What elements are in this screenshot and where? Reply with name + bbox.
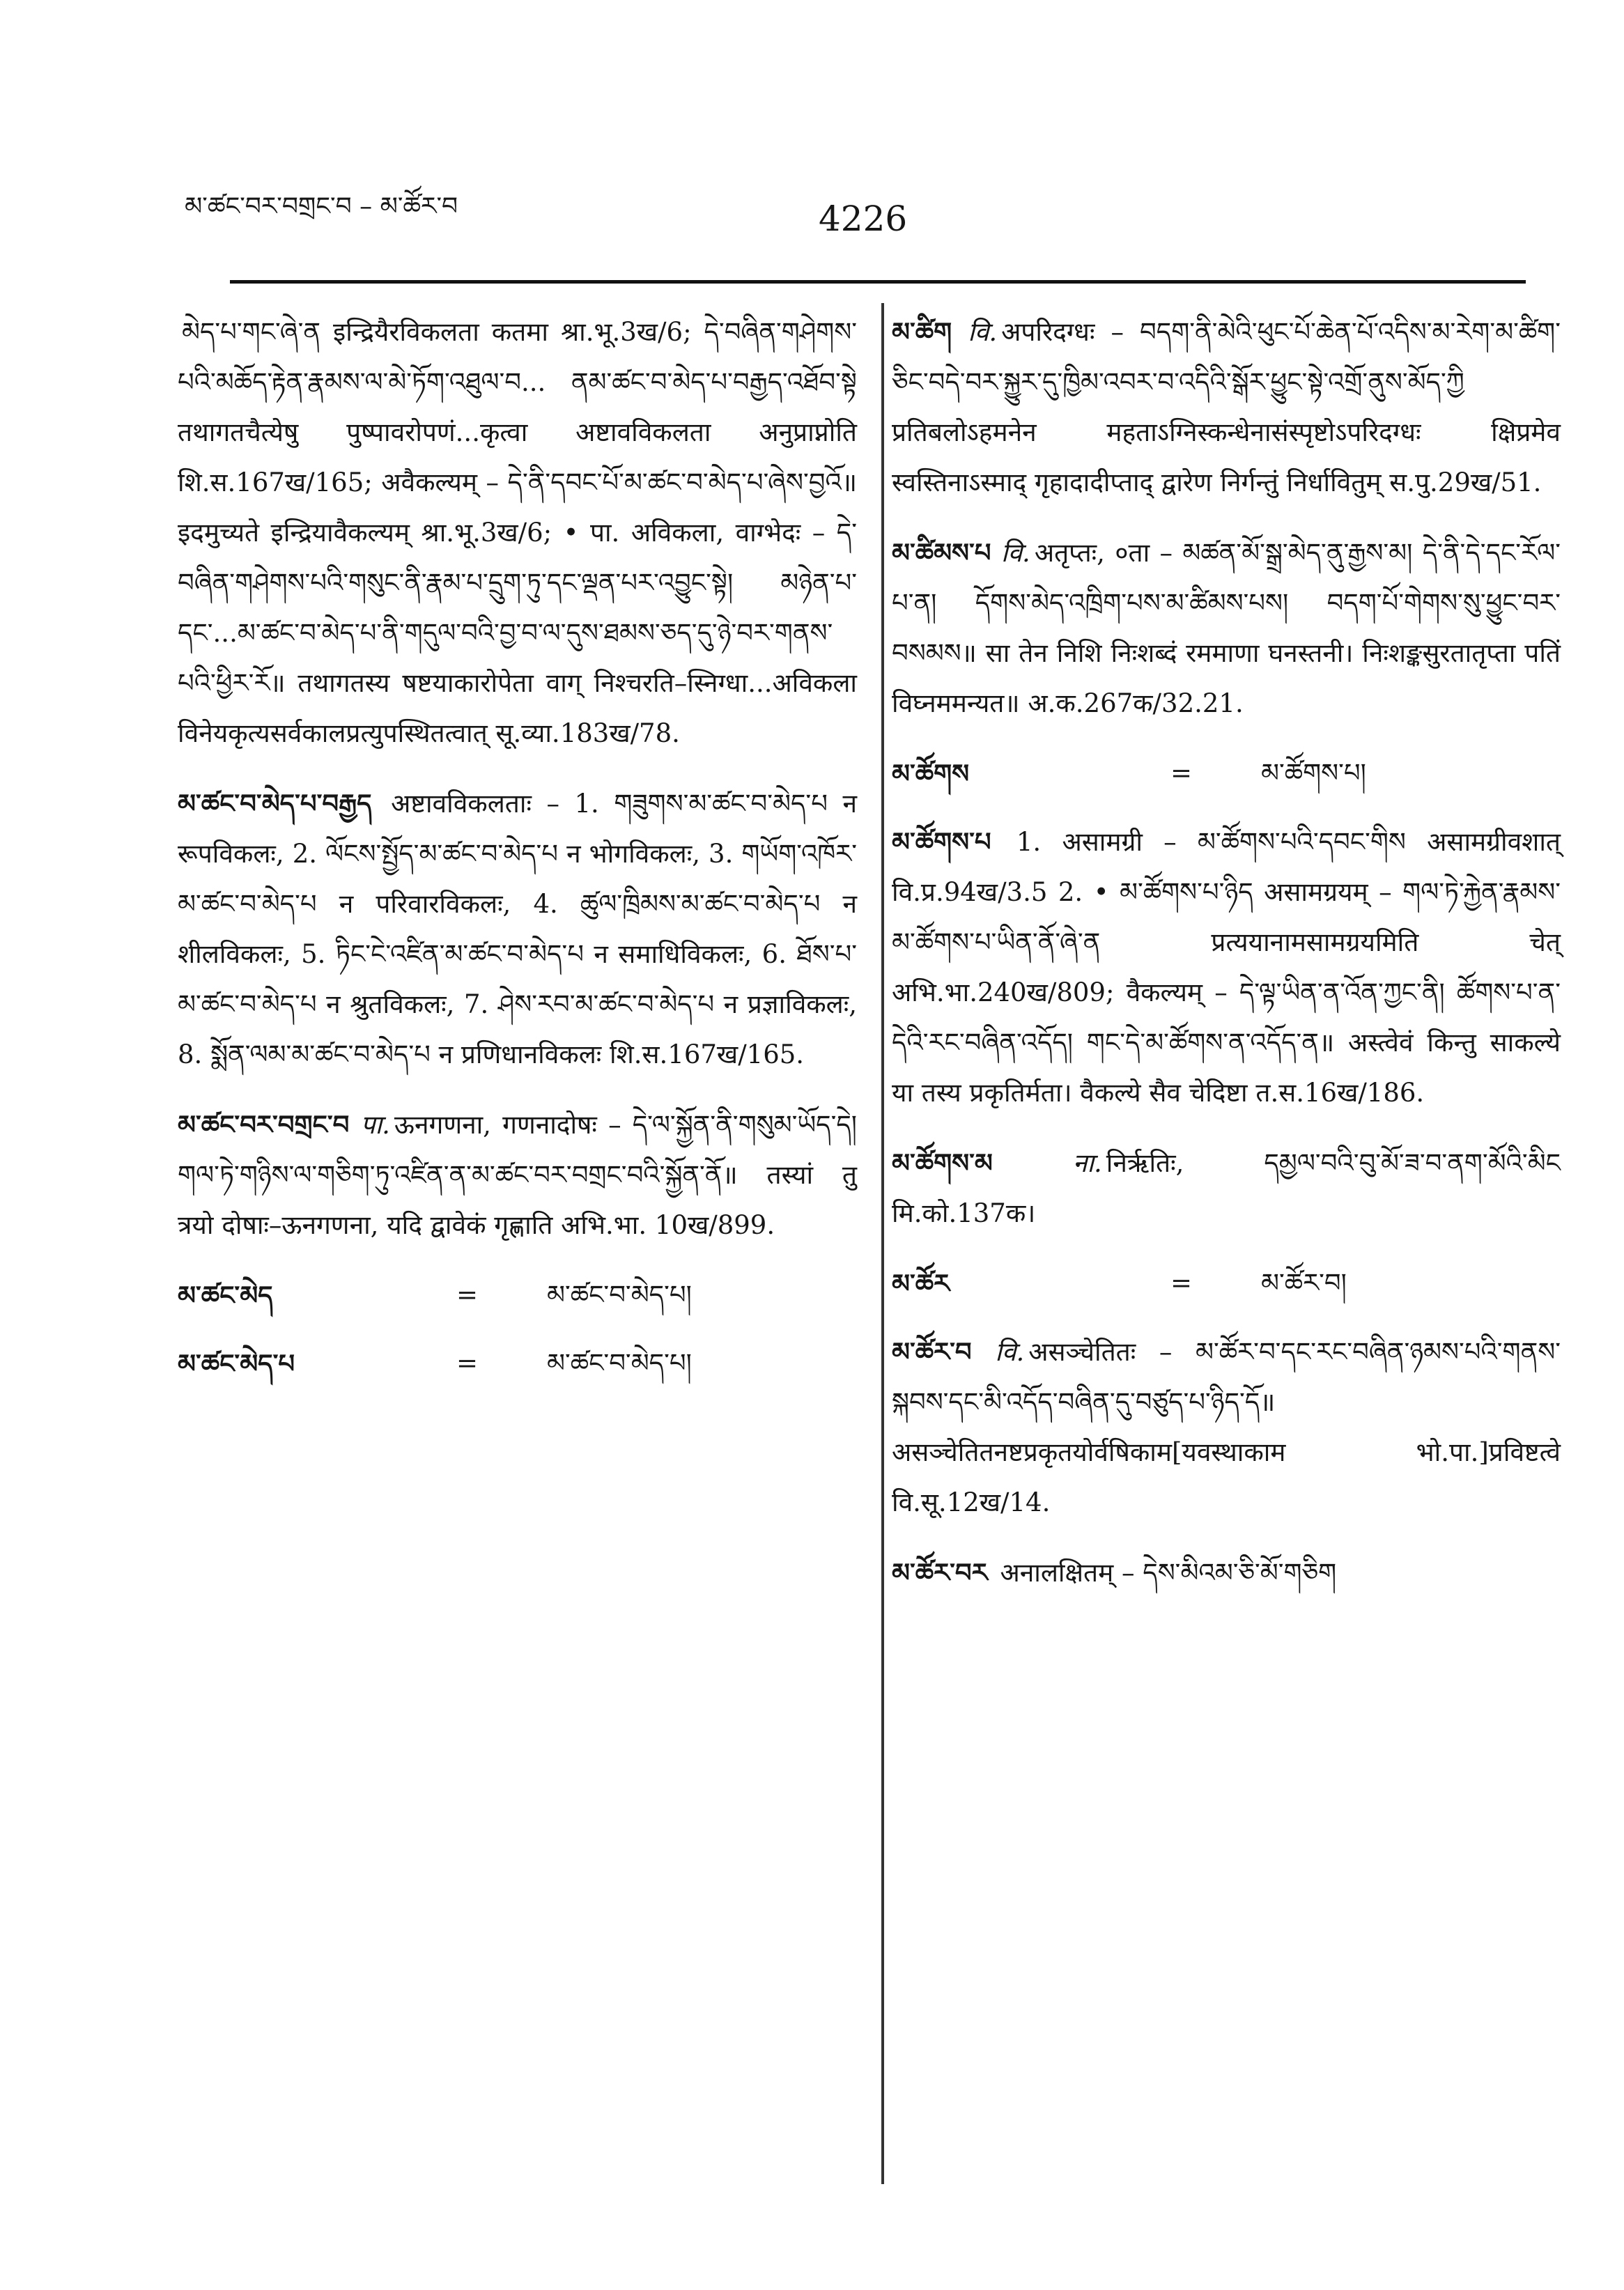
cross-ref-target: མ་ཚོར་བ།	[1261, 1268, 1347, 1298]
top-rule	[230, 280, 1526, 284]
right-column	[892, 307, 1561, 1618]
cross-reference-entry	[892, 748, 1561, 798]
cross-ref-lemma: མ་ཚང་མེད	[178, 1280, 273, 1310]
cross-ref-equals: =	[1170, 758, 1193, 788]
entry-lemma: མ་ཚོར་བ	[892, 1336, 972, 1367]
entry-lemma: མ་ཚང་བར་བགྲང་བ	[178, 1109, 350, 1140]
entry-body: अष्टावविकलताः – 1. གཟུགས་མ་ཚང་བ་མེད་པ न रूपविकलः, 2. ལོངས་སྤྱོད་མ་ཚང་བ་མེད་པ न भोगविकलः, 3. གཡོག་འཁོར་མ་ཚང་བ་མེད་པ न परिवारविकलः, 4. ཚུལ་ཁྲིམས་མ་ཚང་བ་མེད་པ न शीलविकलः, 5. ཏིང་ངེ་འཛིན་མ་ཚང་བ་མེད་པ न समाधिविकलः, 6. ཐོས་པ་མ་ཚང་བ་མེད་པ न श्रुतविकलः, 7. ཤེས་རབ་མ་ཚང་བ་མེད་པ न प्रज्ञाविकलः, 8. སྨོན་ལམ་མ་ཚང་བ་མེད་པ न प्रणिधानविकलः शि.स.167ख/165.	[178, 789, 857, 1069]
entry-body: ऊनगणना, गणनादोषः – དེ་ལ་སྐྱོན་ནི་གསུམ་ཡོད་དེ། གལ་ཏེ་གཉིས་ལ་གཅིག་ཏུ་འཛིན་ན་མ་ཚང་བར་བགྲང་བའི་སྐྱོན་ནོ॥ तस्यां तु त्रयो दोषाः–ऊनगणना, यदि द्वावेकं गृह्णाति अभि.भा. 10ख/899.	[178, 1110, 857, 1240]
column-divider	[881, 303, 884, 2184]
cross-reference-entry	[178, 1270, 857, 1320]
right-entries-1	[892, 307, 1561, 729]
cross-reference-entry	[892, 1258, 1561, 1308]
entry-abbreviation: वि.	[995, 1337, 1025, 1367]
cross-ref-equals: =	[456, 1280, 479, 1310]
dictionary-entry	[892, 1326, 1561, 1528]
entry-paragraph	[178, 1099, 857, 1251]
entry-body: निर्ऋतिः, དམྱལ་བའི་བུ་མོ་ཟ་བ་ནག་མོའི་མིང मि.को.137क।	[892, 1148, 1561, 1228]
dictionary-entry	[178, 307, 857, 759]
cross-ref-lemma: མ་ཚང་མེད་པ	[178, 1348, 295, 1379]
entry-paragraph	[892, 1138, 1561, 1239]
left-short-entries	[178, 1270, 857, 1388]
cross-ref-target: མ་ཚང་བ་མེད་པ།	[547, 1348, 692, 1378]
entry-lemma: མ་ཚིམས་པ	[892, 537, 991, 568]
entry-body: अतृप्तः, ०ता – མཚན་མོ་སྒྲ་མེད་ནུ་རྒྱས་མ། དེ་ནི་དེ་དང་རོལ་པ་ན། དོགས་མེད་འཁྲིག་པས་མ་ཚིམས་པས། བདག་པོ་གེགས་སུ་ཕྱུང་བར་བསམས॥ सा तेन निशि निःशब्दं रममाणा घनस्तनी। निःशङ्कसुरतातृप्ता पतिं विघ्नममन्यत॥ अ.क.267क/32.21.	[892, 538, 1561, 718]
cross-ref-target: མ་ཚོགས་པ།	[1261, 758, 1366, 788]
entry-body: 1. असामग्री – མ་ཚོགས་པའི་དབང་གིས असामग्रीवशात् वि.प्र.94ख/3.5 2. • མ་ཚོགས་པ་ཉིད असामग्रयम् – གལ་ཏེ་རྐྱེན་རྣམས་མ་ཚོགས་པ་ཡིན་ནོ་ཞེ་ན प्रत्ययानामसामग्रयमिति चेत् अभि.भा.240ख/809; वैकल्यम् – དེ་ལྟ་ཡིན་ན་འོན་ཀྱང་ནི། ཚོགས་པ་ན་དེའི་རང་བཞིན་འདོད། གང་དེ་མ་ཚོགས་ན་འདོད་ན॥ अस्त्वेवं किन्तु साकल्ये या तस्य प्रकृतिर्मता। वैकल्ये सैव चेदिष्टा त.स.16ख/186.	[892, 827, 1561, 1108]
entry-paragraph	[892, 817, 1561, 1118]
dictionary-entry	[178, 778, 857, 1080]
entry-lemma: མ་ཚིག	[892, 316, 952, 347]
left-column	[178, 307, 857, 1407]
entry-paragraph	[178, 307, 857, 759]
running-head: མ་ཚང་བར་བགྲང་བ – མ་ཚོར་བ	[185, 192, 458, 221]
entry-abbreviation: ना.	[1072, 1148, 1102, 1178]
cross-ref-equals: =	[1170, 1268, 1193, 1298]
cross-ref-lemma: མ་ཚོགས	[892, 758, 970, 789]
left-entries	[178, 307, 857, 1251]
entry-abbreviation: वि.	[1000, 538, 1030, 568]
dictionary-entry	[892, 1547, 1561, 1598]
entry-body: अपरिदग्धः – བདག་ནི་མེའི་ཕུང་པོ་ཆེན་པོ་འདིས་མ་རེག་མ་ཚིག་ཅིང་བདེ་བར་སྐྱུར་དུ་ཁྱིམ་འབར་བ་འདིའི་སྒོར་ཕྱུང་སྟེ་འགྲོ་ནུས་མོད་ཀྱི प्रतिबलोऽहमनेन महताऽग्निस्कन्धेनासंस्पृष्टोऽपरिदग्धः क्षिप्रमेव स्वस्तिनाऽस्माद् गृहादादीप्ताद् द्वारेण निर्गन्तुं निर्धावितुम् स.पु.29ख/51.	[892, 317, 1561, 497]
cross-reference-entry	[178, 1338, 857, 1388]
entry-paragraph	[892, 1547, 1561, 1598]
cross-ref-equals: =	[456, 1348, 479, 1378]
cross-ref-lemma: མ་ཚོར	[892, 1268, 950, 1299]
entry-paragraph	[892, 527, 1561, 729]
right-entries-2	[892, 817, 1561, 1239]
dictionary-entry	[892, 1138, 1561, 1239]
cross-ref-target: མ་ཚང་བ་མེད་པ།	[547, 1280, 692, 1310]
page-number: 4226	[819, 199, 908, 239]
dictionary-entry	[892, 817, 1561, 1118]
dictionary-entry	[178, 1099, 857, 1251]
entry-lemma: མ་ཚོགས་མ	[892, 1147, 993, 1178]
entry-paragraph	[892, 1326, 1561, 1528]
entry-paragraph	[178, 778, 857, 1080]
entry-lemma: མ་ཚོགས་པ	[892, 826, 991, 857]
entry-abbreviation: पा.	[360, 1110, 390, 1140]
right-entries-3	[892, 1326, 1561, 1598]
entry-body: མེད་པ་གང་ཞེ་ན इन्द्रियैरविकलता कतमा श्रा.भू.3ख/6; དེ་བཞིན་གཤེགས་པའི་མཆོད་རྟེན་རྣམས་ལ་མེ་ཏོག་འཐུལ་བ... ནམ་ཚང་བ་མེད་པ་བརྒྱད་འཐོབ་སྟེ तथागतचैत्येषु पुष्पावरोपणं...कृत्वा अष्टावविकलता अनुप्राप्नोति शि.स.167ख/165; अवैकल्यम् – དེ་ནི་དབང་པོ་མ་ཚང་བ་མེད་པ་ཞེས་བྱའོ॥ इदमुच्यते इन्द्रियावैकल्यम् श्रा.भू.3ख/6; • पा. अविकला, वाग्भेदः – དེ་བཞིན་གཤེགས་པའི་གསུང་ནི་རྣམ་པ་དྲུག་ཏུ་དང་ལྡན་པར་འབྱུང་སྟེ། མཉེན་པ་དང་...མ་ཚང་བ་མེད་པ་ནི་གདུལ་བའི་བྱ་བ་ལ་དུས་ཐམས་ཅད་དུ་ཉེ་བར་གནས་པའི་ཕྱིར་རོ॥ तथागतस्य षष्टयाकारोपेता वाग् निश्चरति–स्निग्धा...अविकला विनेयकृत्यसर्वकालप्रत्युपस्थितत्वात् सू.व्या.183ख/78.	[178, 317, 857, 748]
entry-body: अनालक्षितम् – དེས་མིའམ་ཅི་མོ་གཅིག	[1000, 1558, 1337, 1588]
entry-lemma: མ་ཚོར་བར	[892, 1557, 988, 1588]
dictionary-entry	[892, 307, 1561, 508]
entry-lemma: མ་ཚང་བ་མེད་པ་བརྒྱད	[178, 788, 372, 819]
dictionary-entry	[892, 527, 1561, 729]
right-short-entries-1	[892, 748, 1561, 798]
entry-paragraph	[892, 307, 1561, 508]
entry-abbreviation: वि.	[968, 317, 998, 347]
entry-body: असञ्चेतितः – མ་ཚོར་བ་དང་རང་བཞིན་ཉམས་པའི་གནས་སྐབས་དང་མི་འདོད་བཞིན་དུ་བཙུད་པ་ཉིད་དོ॥ असञ्चेतितनष्टप्रकृतयोर्वषिकाम[यवस्थाकाम भो.पा.]प्रविष्टत्वे वि.सू.12ख/14.	[892, 1337, 1561, 1517]
right-short-entries-2	[892, 1258, 1561, 1308]
